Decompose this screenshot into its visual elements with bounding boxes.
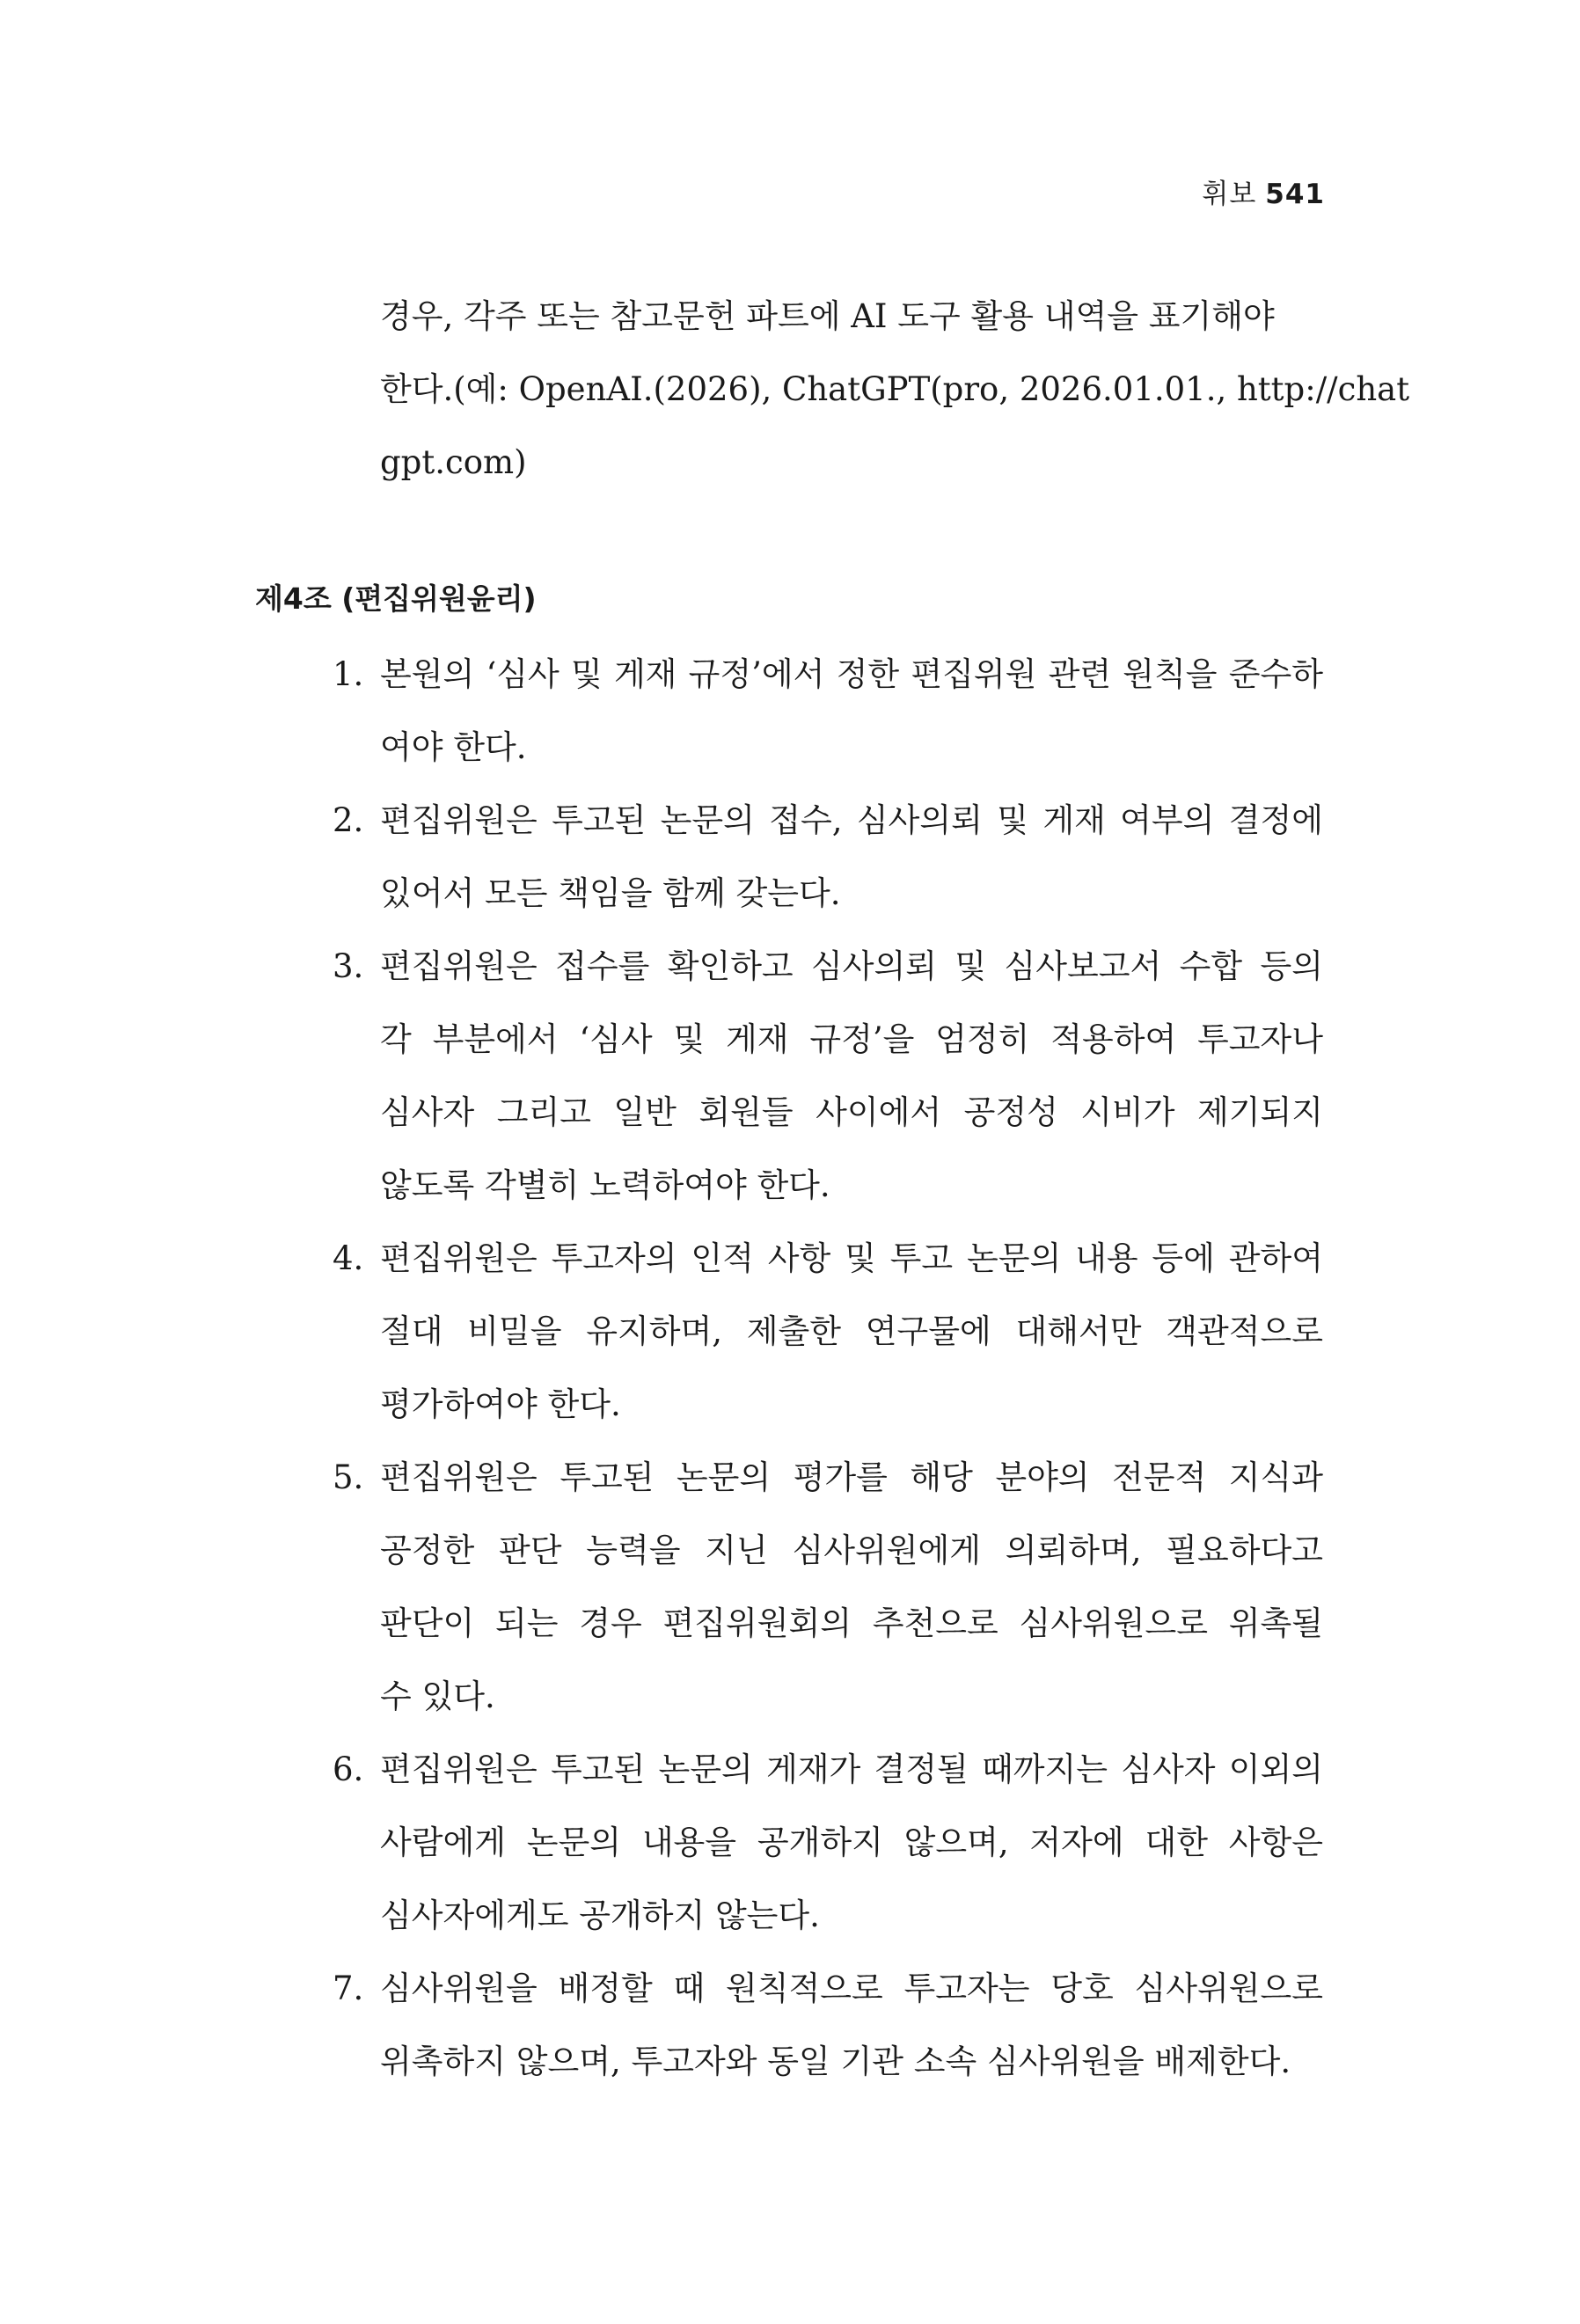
intro-line: gpt.com) (380, 443, 527, 481)
header-section-title: 휘보 (1202, 179, 1257, 210)
article-heading: 제4조 (편집위원윤리) (255, 581, 537, 616)
list-item (333, 1733, 1323, 1952)
list-item (333, 784, 1323, 930)
item-number: 2. (333, 801, 364, 839)
list-item (333, 930, 1323, 1222)
item-line: 편집위원은 투고된 논문의 접수, 심사의뢰 및 게재 여부의 결정에 (380, 801, 1323, 839)
item-line: 편집위원은 투고된 논문의 평가를 해당 분야의 전문적 지식과 (380, 1458, 1323, 1496)
intro-paragraph (380, 280, 1410, 499)
running-header (1202, 172, 1325, 211)
item-line: 심사자 그리고 일반 회원들 사이에서 공정성 시비가 제기되지 (380, 1093, 1323, 1131)
item-line: 평가하여야 한다. (380, 1385, 621, 1423)
list-item (333, 638, 1323, 784)
item-number: 1. (333, 655, 364, 693)
item-text (380, 638, 1323, 784)
item-line: 있어서 모든 책임을 함께 갖는다. (380, 874, 841, 912)
item-number: 3. (333, 947, 364, 985)
item-line: 사람에게 논문의 내용을 공개하지 않으며, 저자에 대한 사항은 (380, 1823, 1323, 1861)
item-line: 심사위원을 배정할 때 원칙적으로 투고자는 당호 심사위원으로 (380, 1970, 1323, 2007)
item-line: 여야 한다. (380, 728, 527, 766)
item-line: 편집위원은 투고자의 인적 사항 및 투고 논문의 내용 등에 관하여 (380, 1239, 1323, 1277)
item-number: 4. (333, 1239, 364, 1277)
intro-line: 경우, 각주 또는 참고문헌 파트에 AI 도구 활용 내역을 표기해야 (380, 297, 1275, 335)
item-text (380, 930, 1323, 1222)
item-line: 본원의 ‘심사 및 게재 규정’에서 정한 편집위원 관련 원칙을 준수하 (380, 655, 1323, 693)
page-number: 541 (1265, 179, 1325, 210)
item-line: 편집위원은 투고된 논문의 게재가 결정될 때까지는 심사자 이외의 (380, 1750, 1323, 1788)
item-line: 수 있다. (380, 1677, 495, 1715)
item-text (380, 784, 1323, 930)
item-text (380, 1222, 1323, 1441)
item-line: 각 부분에서 ‘심사 및 게재 규정’을 엄정히 적용하여 투고자나 (380, 1020, 1323, 1058)
item-line: 않도록 각별히 노력하여야 한다. (380, 1166, 830, 1204)
item-number: 6. (333, 1750, 364, 1788)
item-number: 5. (333, 1458, 364, 1496)
item-line: 심사자에게도 공개하지 않는다. (380, 1896, 820, 1934)
article-item-list (333, 638, 1323, 2098)
item-line: 절대 비밀을 유지하며, 제출한 연구물에 대해서만 객관적으로 (380, 1312, 1323, 1350)
item-text (380, 1733, 1323, 1952)
item-line: 편집위원은 접수를 확인하고 심사의뢰 및 심사보고서 수합 등의 (380, 947, 1323, 985)
intro-line: 한다.(예: OpenAI.(2026), ChatGPT(pro, 2026.01.01., http://chat (380, 370, 1410, 408)
list-item (333, 1441, 1323, 1733)
item-text (380, 1952, 1323, 2098)
list-item (333, 1222, 1323, 1441)
list-item (333, 1952, 1323, 2098)
item-line: 공정한 판단 능력을 지닌 심사위원에게 의뢰하며, 필요하다고 (380, 1531, 1323, 1569)
item-line: 판단이 되는 경우 편집위원회의 추천으로 심사위원으로 위촉될 (380, 1604, 1323, 1642)
item-text (380, 1441, 1323, 1733)
item-number: 7. (333, 1970, 364, 2007)
item-line: 위촉하지 않으며, 투고자와 동일 기관 소속 심사위원을 배제한다. (380, 2043, 1291, 2080)
